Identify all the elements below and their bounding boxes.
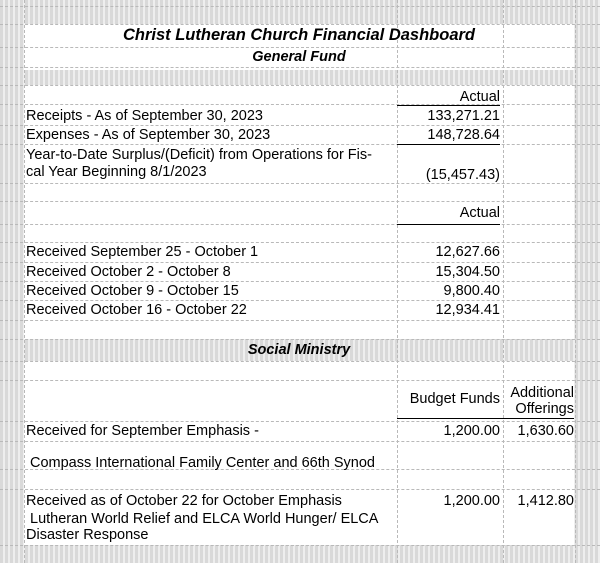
budget-funds-header: Budget Funds	[409, 391, 500, 407]
september-recipient: Compass International Family Center and 66th Synod	[30, 455, 375, 471]
gridline	[0, 242, 600, 243]
october-recipient-line2: Disaster Response	[26, 527, 149, 543]
header-underline	[397, 418, 574, 419]
october-recipient-line1: Lutheran World Relief and ELCA World Hunger/ ELCA	[30, 511, 379, 527]
gridline	[0, 489, 600, 490]
september-additional-value: 1,630.60	[517, 423, 574, 439]
weekly-value: 15,304.50	[435, 264, 500, 280]
surplus-label-line2: cal Year Beginning 8/1/2023	[26, 164, 207, 180]
gridline	[0, 380, 600, 381]
weekly-label: Received October 9 - October 15	[26, 283, 239, 299]
header-underline	[397, 224, 500, 225]
header-underline	[397, 105, 500, 106]
gridline	[0, 262, 600, 263]
expenses-label: Expenses - As of September 30, 2023	[26, 127, 271, 143]
gridline	[0, 421, 600, 422]
weekly-label: Received October 16 - October 22	[26, 302, 247, 318]
receipts-value: 133,271.21	[427, 108, 500, 124]
weekly-value: 9,800.40	[443, 283, 500, 299]
receipts-label: Receipts - As of September 30, 2023	[26, 108, 263, 124]
gridline	[0, 24, 600, 25]
gridline	[0, 85, 600, 86]
gridline	[0, 320, 600, 321]
gridline	[0, 300, 600, 301]
gridline	[0, 281, 600, 282]
surplus-label-line1: Year-to-Date Surplus/(Deficit) from Operations for Fis-	[26, 147, 372, 163]
gridline	[397, 0, 398, 563]
gridline	[0, 47, 600, 48]
weekly-value: 12,934.41	[435, 302, 500, 318]
october-budget-value: 1,200.00	[443, 493, 500, 509]
gridline	[0, 67, 600, 68]
october-additional-value: 1,412.80	[517, 493, 574, 509]
dashboard-title: Christ Lutheran Church Financial Dashboard	[122, 26, 476, 44]
weekly-label: Received September 25 - October 1	[26, 244, 259, 260]
gridline	[0, 441, 600, 442]
actual-header: Actual	[459, 89, 500, 105]
expenses-value: 148,728.64	[427, 127, 500, 143]
weekly-label: Received October 2 - October 8	[26, 264, 231, 280]
gridline	[0, 104, 600, 105]
weekly-value: 12,627.66	[435, 244, 500, 260]
total-underline	[397, 144, 500, 145]
september-emphasis-label: Received for September Emphasis -	[26, 423, 259, 439]
gridline	[0, 224, 600, 225]
social-ministry-heading: Social Ministry	[247, 342, 351, 358]
gridline	[24, 0, 25, 563]
actual-header: Actual	[459, 205, 500, 221]
gridline	[0, 339, 600, 340]
gridline	[0, 6, 600, 7]
gridline	[503, 0, 504, 563]
gridline	[0, 183, 600, 184]
gridline	[0, 361, 600, 362]
additional-offerings-header-line2: Offerings	[515, 401, 574, 417]
gridline	[0, 545, 600, 546]
gridline	[0, 125, 600, 126]
surplus-value: (15,457.43)	[425, 167, 500, 183]
gridline	[0, 201, 600, 202]
september-budget-value: 1,200.00	[443, 423, 500, 439]
general-fund-heading: General Fund	[252, 49, 346, 65]
october-emphasis-label: Received as of October 22 for October Emphasis	[26, 493, 342, 509]
gridline	[575, 0, 576, 563]
additional-offerings-header-line1: Additional	[510, 385, 574, 401]
gridline	[0, 144, 600, 145]
